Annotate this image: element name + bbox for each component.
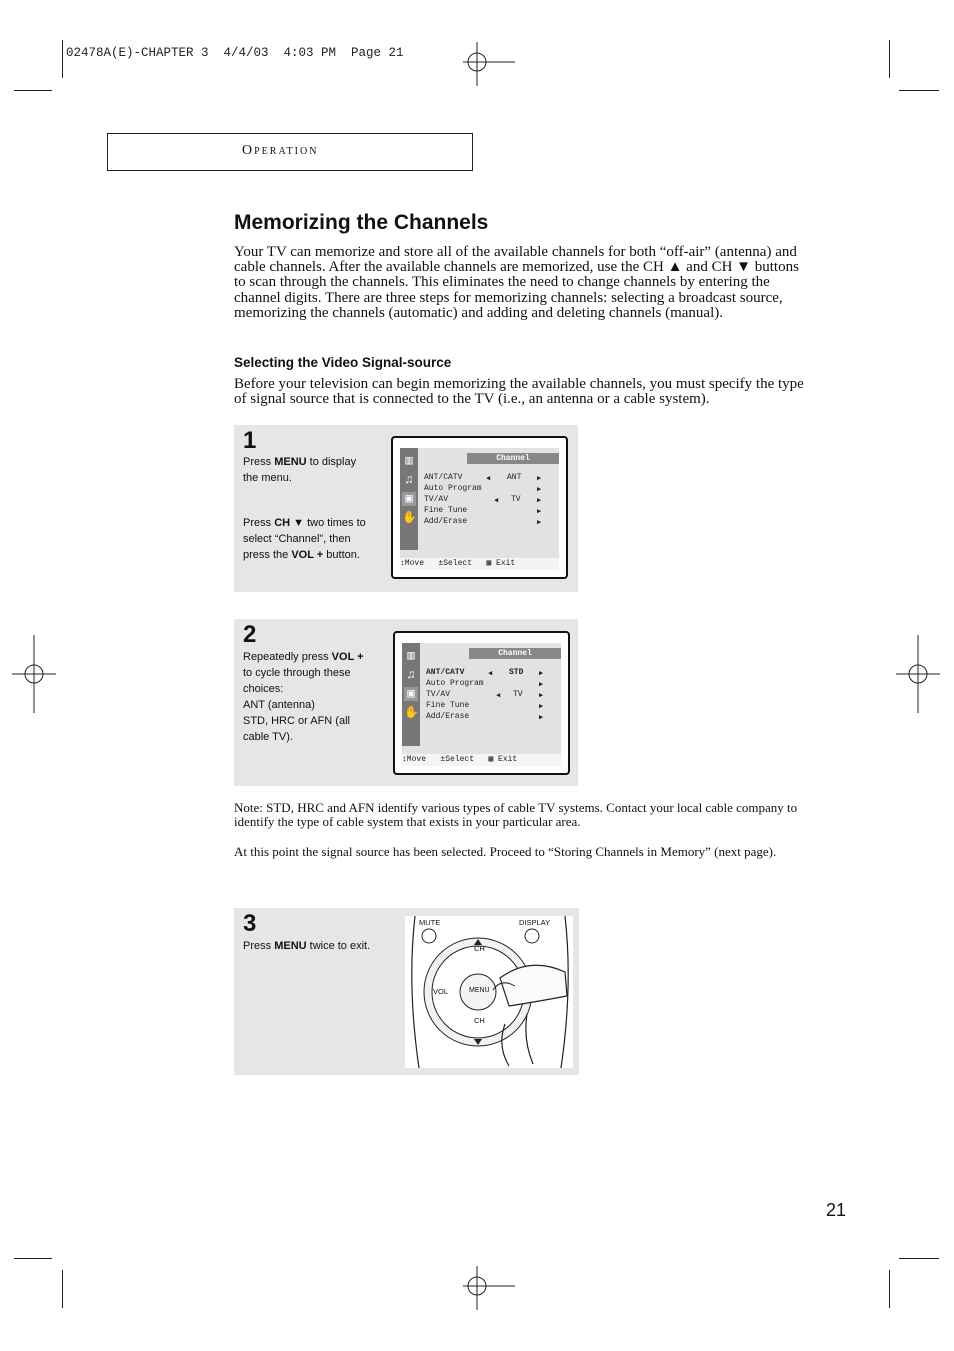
- step-1-instruction-a: [243, 454, 363, 486]
- intro-paragraph: Your TV can memorize and store all of the available channels for both “off-air” (antenna) and cable channels. After the available channels are memorized, use the CH ▲ and CH ▼ buttons to scan through the channels. This eliminates the need to change channels by entering the channel digits. There are three steps for memorizing channels: selecting a broadcast source, memorizing the channels (automatic) and adding and deleting channels (manual).: [234, 244, 799, 321]
- text: to display the menu.: [243, 456, 357, 484]
- tv-screen: [393, 631, 570, 775]
- menu-footer: ↕Move ±Select ▦ Exit: [400, 558, 559, 570]
- menu-button-label: MENU: [469, 987, 490, 994]
- step-number: 2: [243, 621, 257, 648]
- text: Press: [243, 456, 275, 468]
- channel-icon: ▣: [404, 687, 418, 701]
- setup-icon: ✋: [402, 511, 417, 525]
- subheading-paragraph: Before your television can begin memorizing the available channels, you must specify the type of signal source that is connected to the TV (i.e., an antenna or a cable system).: [234, 376, 804, 408]
- page-number: 21: [826, 1200, 847, 1220]
- arrow-left-icon: ◀: [488, 670, 493, 678]
- key-label: VOL +: [291, 549, 324, 561]
- arrow-right-icon: ▶: [539, 681, 544, 689]
- registration-mark-bottom: [463, 1266, 515, 1310]
- page-title: Memorizing the Channels: [234, 211, 489, 234]
- arrow-right-icon: ▶: [539, 670, 544, 678]
- arrow-right-icon: ▶: [537, 475, 542, 483]
- step-number: 3: [243, 910, 257, 937]
- channel-icon: ▣: [402, 492, 416, 506]
- menu-value: TV: [511, 495, 521, 504]
- crop-mark: [14, 90, 52, 91]
- arrow-right-icon: ▶: [539, 703, 544, 711]
- registration-mark-left: [12, 635, 56, 713]
- crop-mark: [14, 1258, 52, 1259]
- menu-value: ANT: [507, 473, 522, 482]
- print-header: 02478A(E)-CHAPTER 3 4/4/03 4:03 PM Page 21: [66, 46, 404, 60]
- picture-icon: ▥: [405, 454, 413, 468]
- menu-row: Add/Erase: [426, 712, 470, 721]
- menu-title: Channel: [469, 648, 561, 659]
- ch-up-label: CH: [474, 944, 485, 953]
- arrow-right-icon: ▶: [537, 519, 542, 527]
- text: Press: [243, 517, 275, 529]
- menu-row-selected: ANT/CATV: [426, 668, 465, 677]
- text: Repeatedly press: [243, 651, 332, 663]
- text: twice to exit.: [306, 940, 371, 952]
- arrow-right-icon: ▶: [537, 486, 542, 494]
- step-3-instruction: [243, 938, 393, 954]
- arrow-right-icon: ▶: [537, 508, 542, 516]
- step-2-instruction: [243, 649, 373, 745]
- subheading: Selecting the Video Signal-source: [234, 355, 452, 370]
- menu-row: TV/AV: [424, 495, 449, 504]
- registration-mark-top: [463, 42, 515, 86]
- mute-label: MUTE: [419, 918, 441, 927]
- crop-mark: [899, 90, 939, 91]
- text: Press: [243, 940, 275, 952]
- ch-down-label: CH: [474, 1016, 485, 1025]
- text: button.: [323, 549, 360, 561]
- key-label: VOL +: [331, 651, 364, 663]
- menu-row: TV/AV: [426, 690, 451, 699]
- sound-icon: ♫: [407, 668, 415, 682]
- arrow-right-icon: ▶: [539, 714, 544, 722]
- display-label: DISPLAY: [519, 918, 551, 927]
- note-paragraph: Note: STD, HRC and AFN identify various types of cable TV systems. Contact your local cable company to identify the type of cable system that exists in your particular area.: [234, 800, 798, 829]
- menu-row: Fine Tune: [424, 506, 468, 515]
- menu-value: TV: [513, 690, 523, 699]
- crop-mark: [62, 1270, 63, 1308]
- key-label: MENU: [274, 940, 307, 952]
- menu-value: STD: [509, 668, 524, 677]
- key-label: MENU: [274, 456, 307, 468]
- section-label: Operation: [242, 143, 319, 158]
- crop-mark: [889, 40, 890, 78]
- step-2-panel: [234, 619, 578, 786]
- registration-mark-right: [896, 635, 940, 713]
- step-1-instruction-b: [243, 515, 373, 563]
- text: two times to select “Channel”, then press the: [243, 517, 366, 561]
- arrow-left-icon: ◀: [486, 475, 491, 483]
- arrow-right-icon: ▶: [539, 692, 544, 700]
- menu-row: Add/Erase: [424, 517, 468, 526]
- arrow-left-icon: ◀: [496, 692, 501, 700]
- tv-screen: [391, 436, 568, 579]
- proceed-paragraph: At this point the signal source has been selected. Proceed to “Storing Channels in Memory” (next page).: [234, 844, 777, 859]
- sound-icon: ♫: [405, 473, 413, 487]
- section-header-box: [107, 133, 473, 171]
- menu-row: Auto Program: [426, 679, 484, 688]
- picture-icon: ▥: [407, 649, 415, 663]
- menu-title: Channel: [467, 453, 559, 464]
- text: STD, HRC or AFN (all cable TV).: [243, 715, 350, 743]
- arrow-right-icon: ▶: [537, 497, 542, 505]
- menu-row: ANT/CATV: [424, 473, 463, 482]
- menu-sidebar: [402, 643, 420, 746]
- menu-sidebar: [400, 448, 418, 550]
- text: ANT (antenna): [243, 699, 315, 711]
- vol-label: VOL: [433, 987, 449, 996]
- arrow-left-icon: ◀: [494, 497, 499, 505]
- crop-mark: [899, 1258, 939, 1259]
- crop-mark: [62, 40, 63, 78]
- step-1-panel: [234, 425, 578, 592]
- menu-row: Fine Tune: [426, 701, 470, 710]
- setup-icon: ✋: [404, 706, 419, 720]
- step-3-panel: [234, 908, 579, 1075]
- menu-row: Auto Program: [424, 484, 482, 493]
- text: to cycle through these choices:: [243, 667, 351, 695]
- step-number: 1: [243, 427, 257, 454]
- crop-mark: [889, 1270, 890, 1308]
- key-label: CH ▼: [274, 517, 305, 529]
- menu-footer: ↕Move ±Select ▦ Exit: [402, 754, 561, 766]
